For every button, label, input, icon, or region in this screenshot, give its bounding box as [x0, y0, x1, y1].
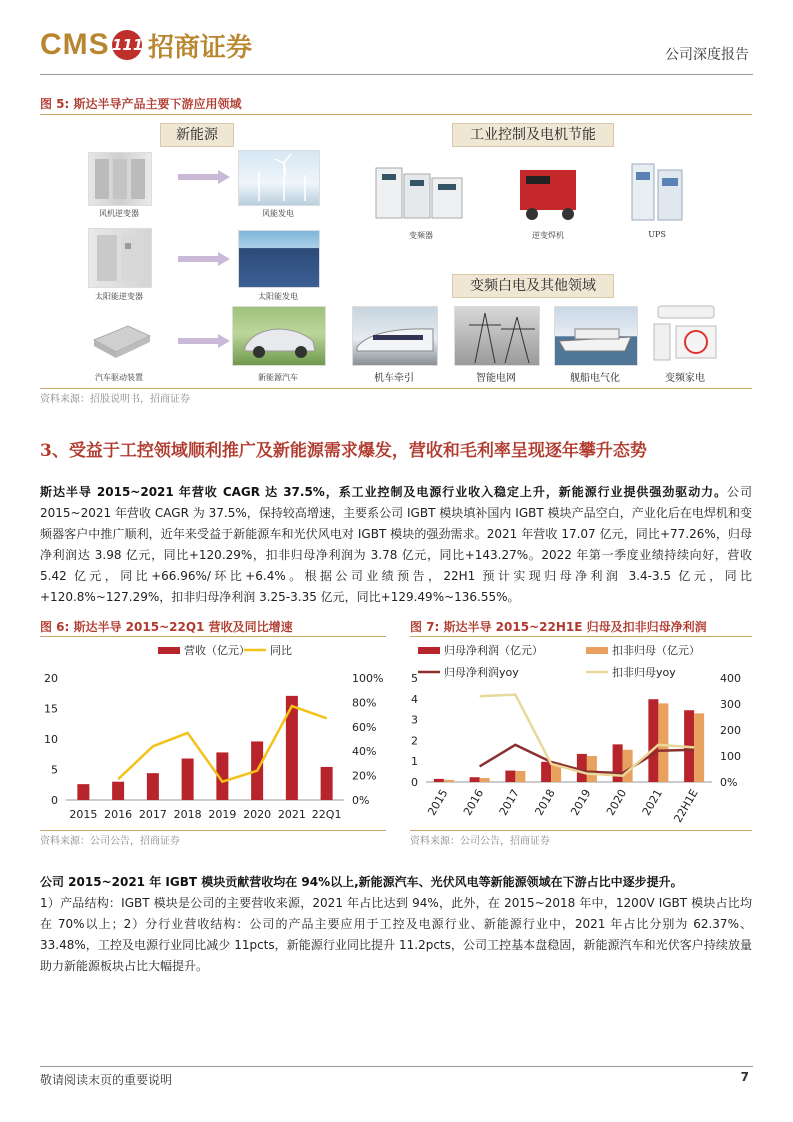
x-tick-label: 2018: [173, 808, 202, 821]
legend-label: 同比: [270, 644, 292, 657]
y-right-tick-label: 300: [720, 698, 741, 711]
paragraph-2-lead: 公司 2015~2021 年 IGBT 模块贡献营收均在 94%以上,新能源汽车、光伏风电等新能源领域在下游占比中逐步提升。: [40, 875, 683, 889]
x-tick-label: 2017: [138, 808, 167, 821]
bar: [470, 777, 480, 782]
x-tick-label: 22Q1: [311, 808, 342, 821]
y-left-tick-label: 1: [411, 755, 418, 769]
report-type: 公司深度报告: [665, 47, 749, 63]
y-left-tick-label: 4: [411, 692, 418, 706]
category-industrial: 工业控制及电机节能: [452, 123, 614, 147]
ship-image: [554, 306, 638, 366]
paragraph-1: [40, 482, 752, 608]
arrow-icon: [178, 334, 230, 348]
bar: [112, 782, 124, 800]
welder-image: [512, 162, 584, 224]
bar: [694, 713, 704, 782]
figure5-bottom-divider: [40, 388, 752, 389]
figure6-title: 图 6: 斯达半导 2015~22Q1 营收及同比增速: [40, 620, 293, 634]
legend-label: 营收（亿元）: [184, 644, 250, 657]
y-left-tick-label: 10: [44, 733, 58, 746]
y-left-tick-label: 0: [51, 794, 58, 807]
caption-ups: UPS: [648, 230, 666, 239]
figure5-title: 图 5: 斯达半导产品主要下游应用领域: [40, 97, 242, 111]
x-tick-label: 2019: [208, 808, 237, 821]
caption-wind-power: 风能发电: [262, 209, 294, 218]
y-right-tick-label: 100: [720, 750, 741, 763]
y-right-tick-label: 40%: [352, 745, 377, 759]
x-tick-label: 2021: [277, 808, 306, 821]
bar: [147, 773, 159, 800]
figure6-source: 资料来源：公司公告，招商证券: [40, 836, 180, 847]
bar: [77, 784, 89, 800]
figure7-divider: [410, 636, 752, 637]
appliance-image: [650, 304, 720, 364]
ev-drive-image: [88, 318, 154, 362]
section-title: 3、受益于工控领域顺利推广及新能源需求爆发，营收和毛利率呈现逐年攀升态势: [40, 441, 647, 461]
header-divider: [40, 74, 753, 75]
footer-divider: [40, 1066, 753, 1067]
y-left-tick-label: 5: [411, 672, 418, 685]
legend-label: 归母净利润（亿元）: [444, 644, 543, 657]
bar: [658, 703, 668, 782]
bar: [321, 767, 333, 800]
legend-swatch: [418, 647, 440, 654]
y-right-tick-label: 0%: [352, 794, 370, 807]
caption-ship: 舰船电气化: [570, 373, 620, 384]
bar: [541, 762, 551, 782]
legend-swatch: [158, 647, 180, 654]
logo-cms: CMS: [40, 28, 110, 61]
y-right-tick-label: 100%: [352, 672, 384, 685]
arrow-icon: [178, 170, 230, 184]
logo-mark-icon: 111: [112, 30, 142, 60]
smart-grid-image: [454, 306, 540, 366]
vfd-image: [374, 162, 468, 224]
y-right-tick-label: 200: [720, 724, 741, 737]
x-tick-label: 2016: [460, 787, 487, 818]
legend-label: 扣非归母（亿元）: [612, 644, 700, 657]
wind-inverter-image: [88, 152, 152, 206]
caption-wind-inverter: 风机逆变器: [99, 209, 139, 218]
caption-appliance: 变频家电: [665, 373, 705, 384]
bar: [577, 754, 587, 782]
caption-nev: 新能源汽车: [258, 373, 298, 382]
category-appliance: 变频白电及其他领域: [452, 274, 614, 298]
figure5-source: 资料来源：招股说明书，招商证券: [40, 394, 190, 405]
footer-note: 敬请阅读末页的重要说明: [40, 1073, 173, 1087]
figure5-divider: [40, 114, 752, 115]
bar: [623, 750, 633, 782]
arrow-icon: [178, 252, 230, 266]
bar: [434, 779, 444, 782]
caption-traction: 机车牵引: [374, 373, 414, 384]
paragraph-1-lead: 斯达半导 2015~2021 年营收 CAGR 达 37.5%，系工业控制及电源行业收入稳定上升，新能源行业提供强劲驱动力。: [40, 485, 728, 499]
paragraph-1-body: 公司 2015~2021 年营收 CAGR 为 37.5%，保持较高增速，主要系公司 IGBT 模块填补国内 IGBT 模块产品空白，产业化后在电焊机和变频器客户中推广顺利，近年来受益于新能源车和光伏风电对 IGBT 模块的强劲需求。2021 年营收 17.07 亿元，同比+77.26%，归母净利润达 3.98 亿元，同比+120.29%，扣非归母净利润为 3.78 亿元，同比+143.27%。2022 年第一季度业绩持续向好，营收 5.42 亿元，同比+66.96%/环比+6.4%。根据公司业绩预告，22H1 预计实现归母净利润 3.4-3.5 亿元，同比+120.8%~127.29%，扣非归母净利润 3.25-3.35 亿元，同比+129.49%~136.55%。: [40, 485, 752, 604]
page-number: 7: [740, 1070, 749, 1084]
solar-inverter-image: [88, 228, 152, 288]
y-right-tick-label: 0%: [720, 776, 738, 789]
caption-ev-drive: 汽车驱动装置: [95, 373, 143, 382]
figure7-source: 资料来源：公司公告，招商证券: [410, 836, 550, 847]
caption-solar-power: 太阳能发电: [258, 292, 298, 301]
revenue-chart: [40, 638, 386, 830]
bar: [182, 759, 194, 800]
y-left-tick-label: 3: [411, 713, 418, 727]
bar: [587, 756, 597, 782]
x-tick-label: 22H1E: [671, 787, 701, 825]
y-right-tick-label: 60%: [352, 720, 377, 734]
caption-smart-grid: 智能电网: [476, 373, 516, 384]
x-tick-label: 2015: [69, 808, 98, 821]
figure6-divider: [40, 636, 386, 637]
caption-solar-inverter: 太阳能逆变器: [95, 292, 143, 301]
legend-label: 归母净利润yoy: [444, 666, 519, 679]
x-tick-label: 2019: [568, 787, 594, 818]
x-tick-label: 2015: [425, 787, 451, 818]
traction-image: [352, 306, 438, 366]
y-left-tick-label: 2: [411, 734, 418, 748]
y-right-tick-label: 20%: [352, 769, 377, 783]
nev-image: [232, 306, 326, 366]
figure6-bottom-divider: [40, 830, 386, 831]
x-tick-label: 2018: [532, 787, 558, 818]
y-left-tick-label: 20: [44, 672, 58, 685]
y-right-tick-label: 80%: [352, 696, 377, 710]
y-left-tick-label: 15: [44, 702, 58, 716]
paragraph-2-body: 1）产品结构：IGBT 模块是公司的主要营收来源，2021 年占比达到 94%，此外，在 2015~2018 年中，1200V IGBT 模块占比均在 70%以上；2）分行业营收结构：公司的产品主要应用于工控及电源行业、新能源行业中，2021 年占比分别为 62.37%、33.48%，工控及电源行业同比减少 11pcts，新能源行业同比提升 11.2pcts，公司工控基本盘稳固，新能源汽车和光伏客户持续放量助力新能源板块占比大幅提升。: [40, 896, 752, 973]
logo-cn: 招商证券: [148, 33, 253, 63]
x-tick-label: 2017: [496, 787, 522, 818]
wind-power-image: [238, 150, 320, 206]
category-new-energy: 新能源: [160, 123, 234, 147]
bar: [480, 778, 490, 782]
y-right-tick-label: 400: [720, 672, 741, 685]
caption-vfd: 变频器: [409, 231, 433, 240]
bar: [648, 699, 658, 782]
x-tick-label: 2016: [104, 808, 133, 821]
figure7-title: 图 7: 斯达半导 2015~22H1E 归母及扣非归母净利润: [410, 620, 707, 634]
x-tick-label: 2020: [243, 808, 272, 821]
figure7-bottom-divider: [410, 830, 752, 831]
ups-image: [626, 160, 688, 226]
profit-chart: [410, 638, 752, 830]
solar-power-image: [238, 230, 320, 288]
legend-label: 扣非归母yoy: [612, 666, 676, 679]
x-tick-label: 2020: [603, 787, 630, 818]
bar: [515, 771, 525, 782]
bar: [505, 771, 515, 782]
paragraph-2: [40, 872, 752, 977]
caption-welder: 逆变焊机: [532, 231, 564, 240]
y-left-tick-label: 5: [51, 763, 58, 777]
bar: [444, 780, 454, 782]
x-tick-label: 2021: [639, 787, 665, 818]
y-left-tick-label: 0: [411, 776, 418, 789]
legend-swatch: [586, 647, 608, 654]
